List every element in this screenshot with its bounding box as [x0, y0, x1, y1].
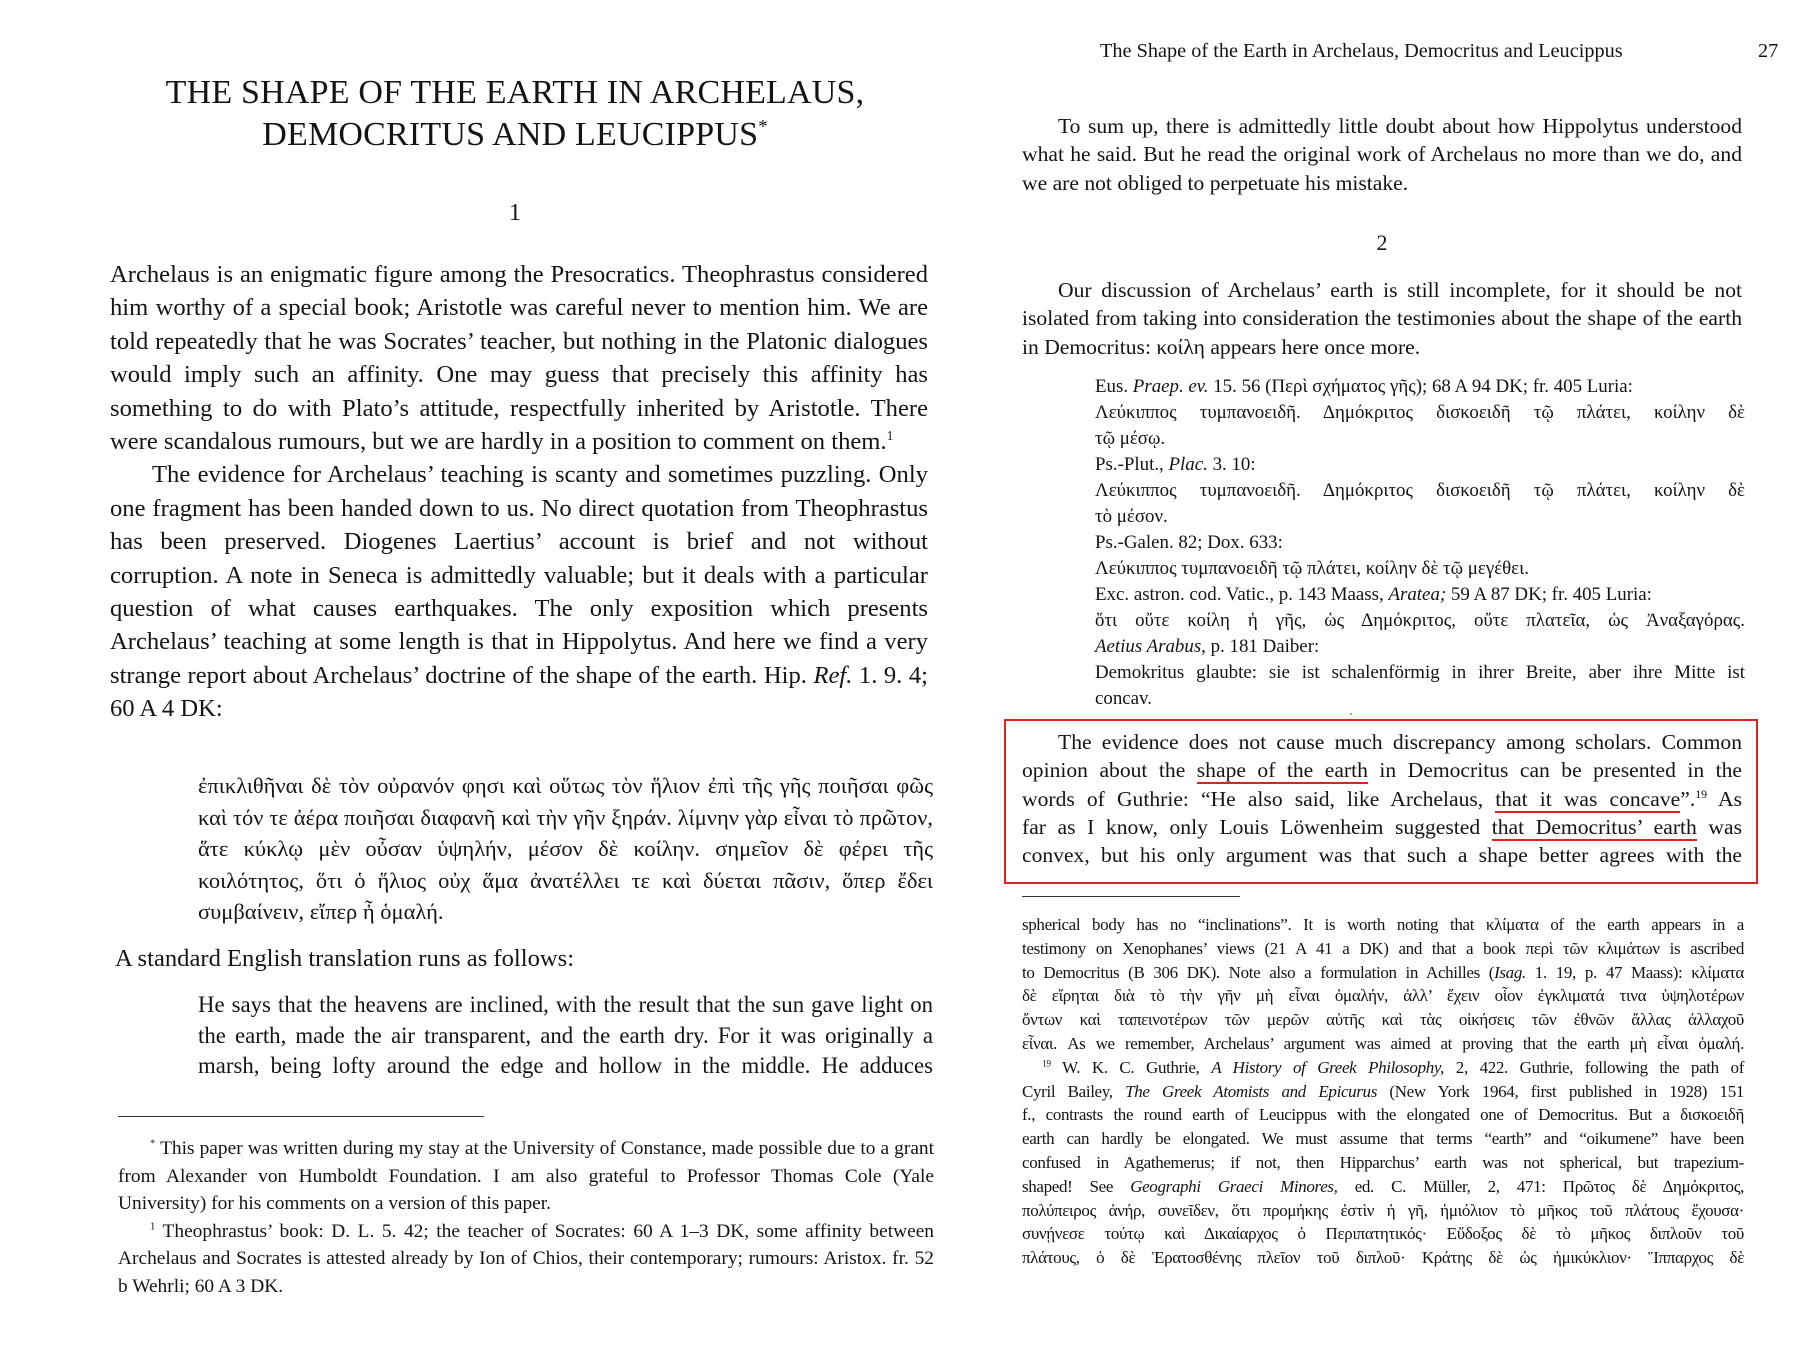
page-number: 27	[1758, 40, 1779, 62]
footnote-line: to Democritus (B 306 DK). Note also a formulation in Achilles (Isag. 1. 19, p. 47 Maass): κλίματα	[1022, 962, 1744, 982]
article-title	[140, 72, 890, 156]
english-translation: He says that the heavens are inclined, with the result that the sun gave light on the earth, made the air transparent, and the earth dry. For it was originally a marsh, being lofty around the edge and hollow in the middle. He adduces	[198, 992, 933, 1078]
footnote-ref-1: 1	[886, 427, 894, 443]
title-line-2: DEMOCRITUS AND LEUCIPPUS	[262, 116, 759, 153]
citation-line: Λεύκιππος τυμπανοειδῆ τῷ πλάτει, κοίλην δὲ τῷ μεγέθει.	[1095, 558, 1529, 579]
underline-concave: that it was concave	[1495, 786, 1681, 811]
section-number: 1	[509, 200, 521, 226]
title-line-1: THE SHAPE OF THE EARTH IN ARCHELAUS,	[165, 74, 865, 111]
citation-line: Demokritus glaubte: sie ist schalenförmig in ihrer Breite, aber ihre Mitte ist	[1095, 662, 1745, 683]
footnote-line: testimony on Xenophanes’ views (21 A 41 a DK) and that a book περὶ τῶν κλιμάτων is ascribed	[1022, 938, 1744, 958]
footnote-line: Cyril Bailey, The Greek Atomists and Epicurus (New York 1964, first published in 1928) 151	[1022, 1081, 1744, 1101]
footnote-ref-19: 19	[1695, 786, 1708, 801]
footnote-line: confused in Agathemerus; if not, then Hipparchus’ earth was not spherical, but trapezium-	[1022, 1152, 1744, 1172]
citation-line: concav.	[1095, 688, 1152, 709]
evidence-line: far as I know, only Louis Löwenheim suggested that Democritus’ earth was	[1022, 814, 1742, 839]
footnote-divider	[118, 1116, 484, 1117]
left-body-text	[110, 258, 928, 726]
footnote-line: ὄντων καὶ ταπεινοτέρων τῶν μερῶν αὐτῆς καὶ τὰς οἰκήσεις τῶν ἐθνῶν ἄλλας ἀλλαχοῦ	[1022, 1010, 1744, 1030]
footnote-star-text: This paper was written during my stay at the University of Constance, made possible due to a grant from Alexander von Humboldt Foundation. I am also grateful to Professor Thomas Cole (Yale University) for his comments on a version of this paper.	[118, 1138, 935, 1214]
highlighted-paragraph	[1022, 728, 1742, 869]
footnote-line: συνῄνεσε τούτῳ καὶ Δικαίαρχος ὁ Περιπατητικός· Εὔδοξος δὲ τὸ μῆκος διπλοῦν τοῦ	[1022, 1224, 1744, 1244]
citation-line: Λεύκιππος τυμπανοειδῆ. Δημόκριτος δισκοειδῆ τῷ πλάτει, κοίλην δὲ	[1095, 402, 1745, 423]
underline-democritus-earth: that Democritus’ earth	[1491, 814, 1697, 839]
footnote-19-mark: 19	[1042, 1059, 1051, 1070]
underline-shape-of-earth: shape of the earth	[1196, 758, 1368, 783]
discussion-text: Our discussion of Archelaus’ earth is still incomplete, for it should be not isolated from taking into consideration the testimonies about the shape of the earth in Democritus: κοίλη appears here once more.	[1022, 278, 1742, 359]
citation-line: Ps.-Galen. 82; Dox. 633:	[1095, 532, 1283, 553]
footnote-line: f., contrasts the round earth of Leucippus with the elongated one of Democritus. But a δισκοειδῆ	[1022, 1105, 1744, 1125]
citation-line: Exc. astron. cod. Vatic., p. 143 Maass, Aratea; 59 A 87 DK; fr. 405 Luria:	[1095, 584, 1652, 605]
translation-intro: A standard English translation runs as follows:	[115, 945, 575, 972]
footnote-line: δὲ εἴρηται διὰ τὸ τὴν γῆν μὴ εἶναι ὁμαλήν, ἀλλ’ ἔχειν οἷον ἐγκλιματά τινα ὑψηλοτέρων	[1022, 986, 1744, 1006]
footnote-line: πλάτους, ὁ δὲ Ἐρατοσθένης πλεῖον τοῦ διπλοῦ· Κράτης δὲ ὡς ἡμικύκλιον· Ἵππαρχος δὲ	[1022, 1248, 1744, 1268]
footnote-line: $^{19}$ W. K. C. Guthrie, A History of Greek Philosophy, 2, 422. Guthrie, following the path of	[1042, 1057, 1745, 1077]
citation-line: ὅτι οὔτε κοίλη ἡ γῆς, ὡς Δημόκριτος, οὔτε πλατεῖα, ὡς Ἀναξαγόρας.	[1095, 610, 1745, 631]
footnote-line: shaped! See Geographi Graeci Minores, ed. C. Müller, 2, 471: Πρῶτος δὲ Δημόκριτος,	[1022, 1176, 1744, 1196]
summary-paragraph	[1022, 112, 1742, 197]
evidence-line: words of Guthrie: “He also said, like Archelaus, that it was concave”.$^{19}$ As	[1022, 786, 1742, 811]
paragraph-evidence	[110, 458, 928, 725]
footnote-1-text: Theophrastus’ book: D. L. 5. 42; the teacher of Socrates: 60 A 1–3 DK, some affinity between Archelaus and Socrates is attested already by Ion of Chios, their contemporary; rumours: Aristox. fr. 52 b Wehrli; 60 A 3 DK.	[118, 1220, 935, 1297]
footnote-star	[118, 1135, 934, 1218]
footnote-line: earth can hardly be elongated. We must assume that terms “earth” and “oikumene” have been	[1022, 1129, 1744, 1149]
evidence-line: opinion about the shape of the earth in Democritus can be presented in the	[1022, 758, 1743, 783]
footnote-divider	[1022, 896, 1240, 897]
greek-quotation: ἐπικλιθῆναι δὲ τὸν οὐρανόν φησι καὶ οὕτως τὸν ἥλιον ἐπὶ τῆς γῆς ποιῆσαι φῶς καὶ τόν τε ἀέρα ποιῆσαι διαφανῆ καὶ τὴν γῆν ξηράν. λίμνην γὰρ εἶναι τὸ πρῶτον, ἅτε κύκλῳ μὲν οὖσαν ὑψηλήν, μέσον δὲ κοίλην. σημεῖον δὲ φέρει τῆς κοιλότητος, ὅτι ὁ ἥλιος οὐχ ἅμα ἀνατέλλει τε καὶ δύεται πᾶσιν, ὅπερ ἔδει συμβαίνειν, εἴπερ ἦ ὁμαλή.	[198, 773, 933, 924]
citation-line: τὸ μέσον.	[1095, 506, 1168, 527]
footnote-1	[118, 1218, 934, 1301]
ref-rest: 1. 9. 4; 60 A 4 DK:	[110, 661, 928, 723]
ref-italic: Ref.	[813, 661, 853, 689]
footnote-line: πολύπειρος ἀνήρ, συνεῖδεν, ὅτι προμήκης ἐστὶν ἡ γῆ, ἡμιόλιον τὸ μῆκος τοῦ πλάτους ἔχουσα·	[1022, 1200, 1744, 1220]
evidence-line: convex, but his only argument was that such a shape better agrees with the	[1022, 843, 1742, 868]
footnote-line: εἶναι. As we remember, Archelaus’ argument was aimed at proving that the earth μὴ εἶναι ὁμαλή.	[1022, 1033, 1744, 1053]
section-number-2: 2	[1376, 230, 1388, 255]
citation-line: τῷ μέσῳ.	[1095, 428, 1166, 449]
citation-line: Aetius Arabus, p. 181 Daiber:	[1095, 636, 1320, 657]
citation-line: Λεύκιππος τυμπανοειδῆ. Δημόκριτος δισκοειδῆ τῷ πλάτει, κοίλην δὲ	[1095, 480, 1745, 501]
footnote-line: spherical body has no “inclinations”. It is worth noting that κλίματα of the earth appears in a	[1022, 915, 1744, 934]
footnote-1-mark: 1	[150, 1220, 156, 1233]
citation-line: Eus. Praep. ev. 15. 56 (Περὶ σχήματος γῆς); 68 A 94 DK; fr. 405 Luria:	[1095, 376, 1633, 397]
scan-speck	[1350, 713, 1352, 715]
paragraph-archelaus-intro	[110, 258, 928, 458]
right-page	[1010, 0, 1800, 1351]
discussion-paragraph	[1022, 276, 1742, 361]
right-footnotes	[1022, 913, 1744, 1270]
paragraph-2-text: The evidence for Archelaus’ teaching is scanty and sometimes puzzling. Only one fragment has been handed down to us. No direct quotation from Theophrastus has been preserved. Diogenes Laertius’ account is brief and not without corruption. A note in Seneca is admittedly valuable; but it deals with a particular question of what causes earthquakes. The only exposition which presents Archelaus’ teaching at some length is that in Hippolytus. And here we find a very strange report about Archelaus’ doctrine of the shape of the earth. Hip.	[110, 461, 928, 689]
summary-text: To sum up, there is admittedly little doubt about how Hippolytus understood what he said. But he read the original work of Archelaus no more than we do, and we are not obliged to perpetuate his mistake.	[1022, 114, 1742, 195]
evidence-line: The evidence does not cause much discrepancy among scholars. Common	[1058, 730, 1742, 754]
title-footnote-mark: *	[758, 116, 768, 138]
citation-line: Ps.-Plut., Plac. 3. 10:	[1095, 454, 1256, 475]
paragraph-1-text: Archelaus is an enigmatic figure among the Presocratics. Theophrastus considered him worthy of a special book; Aristotle was careful never to mention him. We are told repeatedly that he was Socrates’ teacher, but nothing in the Platonic dialogues would imply such an affinity. One may guess that precisely this affinity has something to do with Plato’s attitude, respectfully inherited by Aristotle. There were scandalous rumours, but we are hardly in a position to comment on them.	[110, 261, 928, 456]
left-footnotes	[118, 1135, 934, 1300]
running-head: The Shape of the Earth in Archelaus, Democritus and Leucippus	[1100, 40, 1623, 62]
footnote-star-mark: *	[150, 1137, 156, 1150]
